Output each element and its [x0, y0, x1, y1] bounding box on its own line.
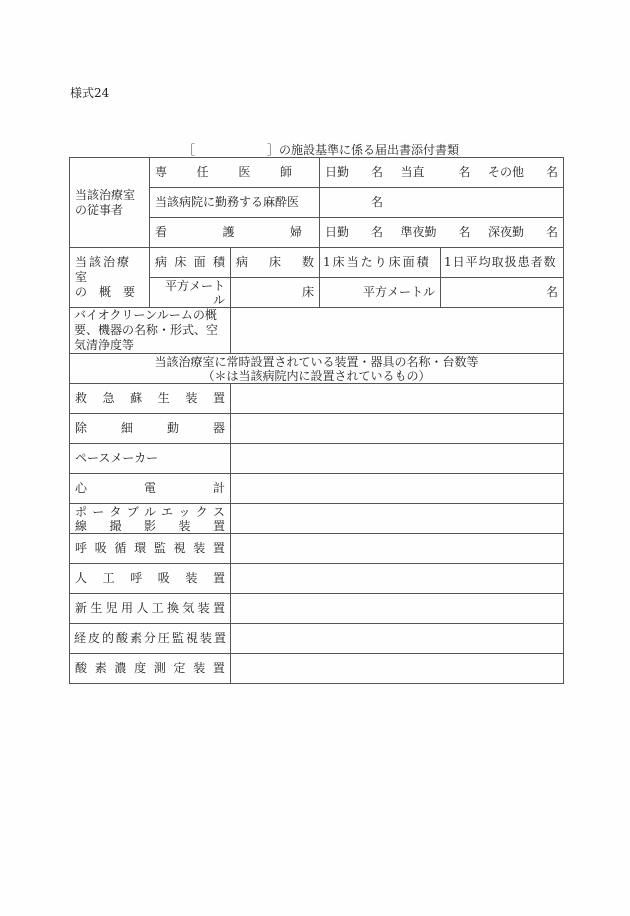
label-char: 動	[166, 421, 179, 435]
count-unit: 名	[458, 225, 471, 239]
equipment-field-oxygen-analyzer[interactable]	[231, 654, 564, 684]
role-anesthesiologist: 当該病院に勤務する麻酔医	[150, 188, 320, 218]
bioclean-field[interactable]	[231, 308, 564, 354]
header-bed-count	[231, 248, 320, 278]
label-char: 工	[102, 571, 115, 585]
label-char: 監	[171, 631, 184, 645]
unit-label: 平方メートル	[164, 278, 225, 307]
label-char: ポ	[75, 504, 88, 519]
equipment-label-ecg	[70, 474, 231, 504]
count-unit: 名	[371, 225, 384, 239]
bioclean-label: バイオクリーンルームの概要、機器の名称・形式、空気清浄度等	[70, 308, 231, 354]
label-char: 監	[153, 541, 166, 555]
label-char: 細	[120, 421, 133, 435]
bed-count-field[interactable]	[231, 278, 320, 308]
label-char: 影	[143, 518, 156, 533]
label-char: 蘇	[130, 391, 143, 405]
shift-label: 準夜勤	[400, 225, 437, 239]
bed-area-field[interactable]	[150, 278, 231, 308]
count-unit: 名	[545, 225, 558, 239]
label-char: 装	[178, 518, 191, 533]
label-char: 循	[114, 541, 127, 555]
label-char: 気	[182, 601, 195, 615]
label-char: 置	[212, 518, 225, 533]
label-char: 装	[197, 601, 210, 615]
daily-patients-field[interactable]	[441, 278, 564, 308]
role-char: 医	[238, 165, 251, 179]
overview-section-label	[70, 248, 150, 308]
label-char: 急	[102, 391, 115, 405]
label-char: 装	[199, 631, 212, 645]
label-char: ッ	[178, 504, 191, 519]
label-char: ル	[143, 504, 156, 519]
overview-label-line2: の 概 要	[75, 285, 136, 299]
label-char: 酸	[115, 631, 128, 645]
label-char: 視	[173, 541, 186, 555]
label-char: 呼	[130, 571, 143, 585]
label-char: 度	[134, 661, 147, 675]
doctor-count-field[interactable]	[320, 158, 564, 188]
header-char: 床	[268, 255, 281, 269]
staff-section-label	[70, 158, 150, 248]
label-char: 素	[129, 631, 142, 645]
label-char: 視	[185, 631, 198, 645]
count-unit: 名	[458, 165, 471, 179]
area-per-bed-field[interactable]	[320, 278, 441, 308]
header-bed-area	[150, 248, 231, 278]
shift-label: 当直	[400, 165, 425, 179]
equipment-label-pacemaker: ペースメーカー	[70, 444, 231, 474]
header-area-per-bed: 1床当たり床面積	[320, 248, 441, 278]
label-char: 圧	[157, 631, 170, 645]
label-char: 酸	[75, 661, 88, 675]
role-char: 看	[155, 225, 168, 239]
header-char: 面	[193, 255, 206, 269]
role-char: 任	[196, 165, 209, 179]
equipment-field-resuscitator[interactable]	[231, 384, 564, 414]
count-unit: 名	[371, 195, 384, 209]
role-full-time-doctor	[150, 158, 320, 188]
label-char: 装	[185, 391, 198, 405]
label-char: 置	[212, 661, 225, 675]
equipment-label-cardiopulmonary-monitor	[70, 534, 231, 564]
staff-label-line2: の従事者	[75, 202, 124, 217]
label-char: 用	[120, 601, 133, 615]
equipment-label-oxygen-analyzer	[70, 654, 231, 684]
unit-label: 床	[301, 285, 314, 299]
label-char: 素	[94, 661, 107, 675]
count-unit: 名	[545, 165, 558, 179]
equipment-field-pacemaker[interactable]	[231, 444, 564, 474]
equipment-field-neonatal-ventilator[interactable]	[231, 594, 564, 624]
label-char: 環	[134, 541, 147, 555]
label-char: タ	[109, 504, 122, 519]
equipment-label-portable-xray	[70, 504, 231, 534]
equipment-label-resuscitator	[70, 384, 231, 414]
label-char: 心	[75, 481, 88, 495]
equipment-label-ventilator	[70, 564, 231, 594]
header-daily-patients: 1日平均取扱患者数	[441, 248, 564, 278]
shift-label: 日勤	[325, 165, 350, 179]
role-char: 専	[155, 165, 168, 179]
staff-label-line1: 当該治療室	[75, 187, 136, 202]
label-char: 測	[153, 661, 166, 675]
label-char: 定	[173, 661, 186, 675]
label-char: ク	[195, 504, 208, 519]
label-char: 生	[157, 391, 170, 405]
label-char: 人	[75, 571, 88, 585]
shift-label: 日勤	[325, 225, 350, 239]
label-char: 除	[75, 421, 88, 435]
label-char: 撮	[109, 518, 122, 533]
label-char: 的	[101, 631, 114, 645]
header-char: 数	[301, 255, 314, 269]
label-char: 置	[212, 391, 225, 405]
label-char: 装	[193, 541, 206, 555]
label-char: 線	[75, 518, 88, 533]
nurse-count-field[interactable]	[320, 218, 564, 248]
label-char: 人	[136, 601, 149, 615]
label-char: 換	[166, 601, 179, 615]
label-char: 置	[213, 631, 226, 645]
label-char: 装	[185, 571, 198, 585]
label-char: ス	[212, 504, 225, 519]
label-char: 置	[212, 541, 225, 555]
count-unit: 名	[371, 165, 384, 179]
label-char: 置	[212, 571, 225, 585]
label-char: 吸	[157, 571, 170, 585]
label-char: 計	[212, 481, 225, 495]
label-char: 装	[193, 661, 206, 675]
equipment-label-transcutaneous-o2-monitor	[70, 624, 231, 654]
label-char: 皮	[87, 631, 100, 645]
label-char: ブ	[126, 504, 139, 519]
header-char: 床	[174, 255, 187, 269]
label-char: 救	[75, 391, 88, 405]
facility-standards-table	[69, 157, 564, 684]
equipment-label-defibrillator	[70, 414, 231, 444]
equipment-label-neonatal-ventilator	[70, 594, 231, 624]
label-char: エ	[161, 504, 174, 519]
equipment-field-ventilator[interactable]	[231, 564, 564, 594]
label-char: 電	[143, 481, 156, 495]
equipment-header-line1: 当該治療室に常時設置されている装置・器具の名称・台数等	[154, 354, 479, 369]
label-char: 経	[74, 631, 87, 645]
label-char: 児	[105, 601, 118, 615]
unit-label: 名	[545, 285, 558, 299]
label-char: 濃	[114, 661, 127, 675]
label-char: 工	[151, 601, 164, 615]
equipment-field-transcutaneous-o2-monitor[interactable]	[231, 624, 564, 654]
anesthesiologist-count-field[interactable]	[320, 188, 564, 218]
equipment-field-cardiopulmonary-monitor[interactable]	[231, 534, 564, 564]
shift-label: 深夜勤	[487, 225, 524, 239]
label-char: ー	[92, 504, 105, 519]
label-char: 呼	[75, 541, 88, 555]
label-char: 新	[75, 601, 88, 615]
document-title: ［ ］の施設基準に係る届出書添付書類	[183, 143, 460, 157]
equipment-field-portable-xray[interactable]	[231, 504, 564, 534]
header-char: 病	[236, 255, 249, 269]
form-number: 様式24	[70, 86, 110, 100]
equipment-field-defibrillator[interactable]	[231, 414, 564, 444]
role-char: 婦	[289, 225, 302, 239]
label-char: 置	[212, 601, 225, 615]
role-nurse	[150, 218, 320, 248]
label-char: 分	[143, 631, 156, 645]
label-char: 吸	[94, 541, 107, 555]
equipment-section-header	[70, 354, 564, 384]
label-char: 器	[212, 421, 225, 435]
label-char: 生	[90, 601, 103, 615]
overview-label-line1: 当該治療室	[75, 255, 132, 284]
equipment-header-line2: （＊は当該病院内に設置されているもの）	[202, 368, 431, 383]
shift-label: その他	[487, 165, 524, 179]
equipment-field-ecg[interactable]	[231, 474, 564, 504]
header-char: 病	[155, 255, 168, 269]
role-char: 護	[222, 225, 235, 239]
header-char: 積	[212, 255, 225, 269]
unit-label: 平方メートル	[362, 285, 435, 299]
role-char: 師	[279, 165, 292, 179]
